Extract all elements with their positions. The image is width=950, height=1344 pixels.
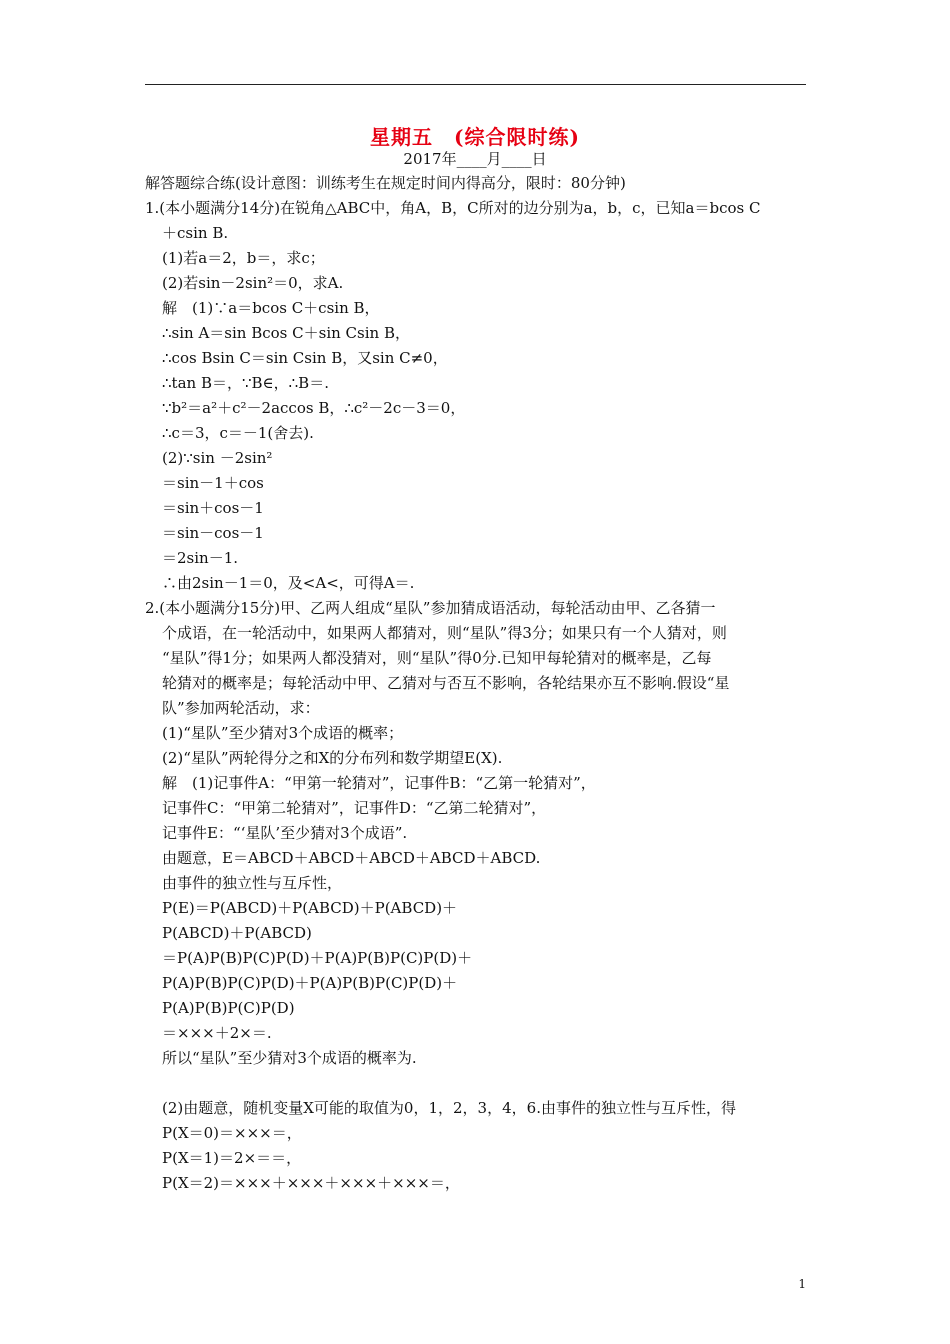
solution-line: P(E)＝P(ABCD)＋P(ABCD)＋P(ABCD)＋: [162, 899, 458, 917]
problem-2-statement-cont: 个成语，在一轮活动中，如果两人都猜对，则“星队”得3分；如果只有一个人猜对，则: [162, 624, 727, 642]
page-number: 1: [798, 1277, 806, 1291]
problem-2-part-1: (1)“星队”至少猜对3个成语的概率；: [162, 724, 404, 742]
solution-line: P(X＝0)＝×××＝，: [162, 1124, 302, 1142]
solution-line: 解 (1)∵a＝bcos C＋csin B，: [162, 299, 380, 317]
intro-line: 解答题综合练(设计意图：训练考生在规定时间内得高分，限时：80分钟): [145, 174, 626, 192]
problem-1-statement: 1.(本小题满分14分)在锐角△ABC中，角A，B，C所对的边分别为a，b，c，已知a＝bcos C: [145, 199, 761, 217]
solution-line: ∴c＝3，c＝－1(舍去).: [162, 424, 314, 442]
solution-line: 解 (1)记事件A：“甲第一轮猜对”，记事件B：“乙第一轮猜对”，: [162, 774, 596, 792]
problem-1-part-1: (1)若a＝2，b＝，求c；: [162, 249, 325, 267]
problem-1-part-2: (2)若sin－2sin²＝0，求A.: [162, 274, 344, 292]
solution-line: P(X＝2)＝×××＋×××＋×××＋×××＝，: [162, 1174, 460, 1192]
solution-line: ＝sin－1＋cos: [162, 474, 264, 492]
solution-line: P(ABCD)＋P(ABCD): [162, 924, 312, 942]
header-rule: [145, 84, 806, 85]
solution-line: P(X＝1)＝2×＝＝，: [162, 1149, 302, 1167]
solution-line: (2)∵sin －2sin²: [162, 449, 273, 467]
solution-line: ∴cos Bsin C＝sin Csin B，又sin C≠0，: [162, 349, 448, 367]
solution-line: ∴tan B＝，∵B∈，∴B＝.: [162, 374, 329, 392]
solution-line: 记事件C：“甲第二轮猜对”，记事件D：“乙第二轮猜对”，: [162, 799, 547, 817]
solution-line: 记事件E：“‘星队’至少猜对3个成语”.: [162, 824, 408, 842]
solution-line: ＝P(A)P(B)P(C)P(D)＋P(A)P(B)P(C)P(D)＋: [162, 949, 473, 967]
problem-2-part-2: (2)“星队”两轮得分之和X的分布列和数学期望E(X).: [162, 749, 503, 767]
solution-line: (2)由题意，随机变量X可能的取值为0，1，2，3，4，6.由事件的独立性与互斥性，得: [162, 1099, 736, 1117]
problem-2-statement: 2.(本小题满分15分)甲、乙两人组成“星队”参加猜成语活动，每轮活动由甲、乙各猜一: [145, 599, 716, 617]
solution-line: ∵b²＝a²＋c²－2accos B，∴c²－2c－3＝0，: [162, 399, 466, 417]
problem-1-statement-cont: ＋csin B.: [162, 224, 229, 242]
solution-line: P(A)P(B)P(C)P(D)＋P(A)P(B)P(C)P(D)＋: [162, 974, 458, 992]
problem-2-statement-cont: 轮猜对的概率是；每轮活动中甲、乙猜对与否互不影响，各轮结果亦互不影响.假设“星: [162, 674, 730, 692]
solution-line: ＝sin＋cos－1: [162, 499, 264, 517]
solution-line: 由题意，E＝ABCD＋ABCD＋ABCD＋ABCD＋ABCD.: [162, 849, 541, 867]
solution-line: ＝×××＋2×＝.: [162, 1024, 272, 1042]
solution-line: ∴由2sin－1＝0，及<A<，可得A＝.: [162, 574, 415, 592]
problem-2-statement-cont: “星队”得1分；如果两人都没猜对，则“星队”得0分.已知甲每轮猜对的概率是，乙每: [162, 649, 712, 667]
solution-line: ＝sin－cos－1: [162, 524, 264, 542]
solution-line: 所以“星队”至少猜对3个成语的概率为.: [162, 1049, 417, 1067]
solution-line: 由事件的独立性与互斥性，: [162, 874, 343, 892]
solution-line: P(A)P(B)P(C)P(D): [162, 999, 295, 1017]
solution-line: ＝2sin－1.: [162, 549, 239, 567]
page-title: 星期五 (综合限时练): [370, 125, 580, 149]
date-line: 2017年____月____日: [403, 150, 547, 168]
problem-2-statement-cont: 队”参加两轮活动，求：: [162, 699, 320, 717]
solution-line: ∴sin A＝sin Bcos C＋sin Csin B，: [162, 324, 410, 342]
